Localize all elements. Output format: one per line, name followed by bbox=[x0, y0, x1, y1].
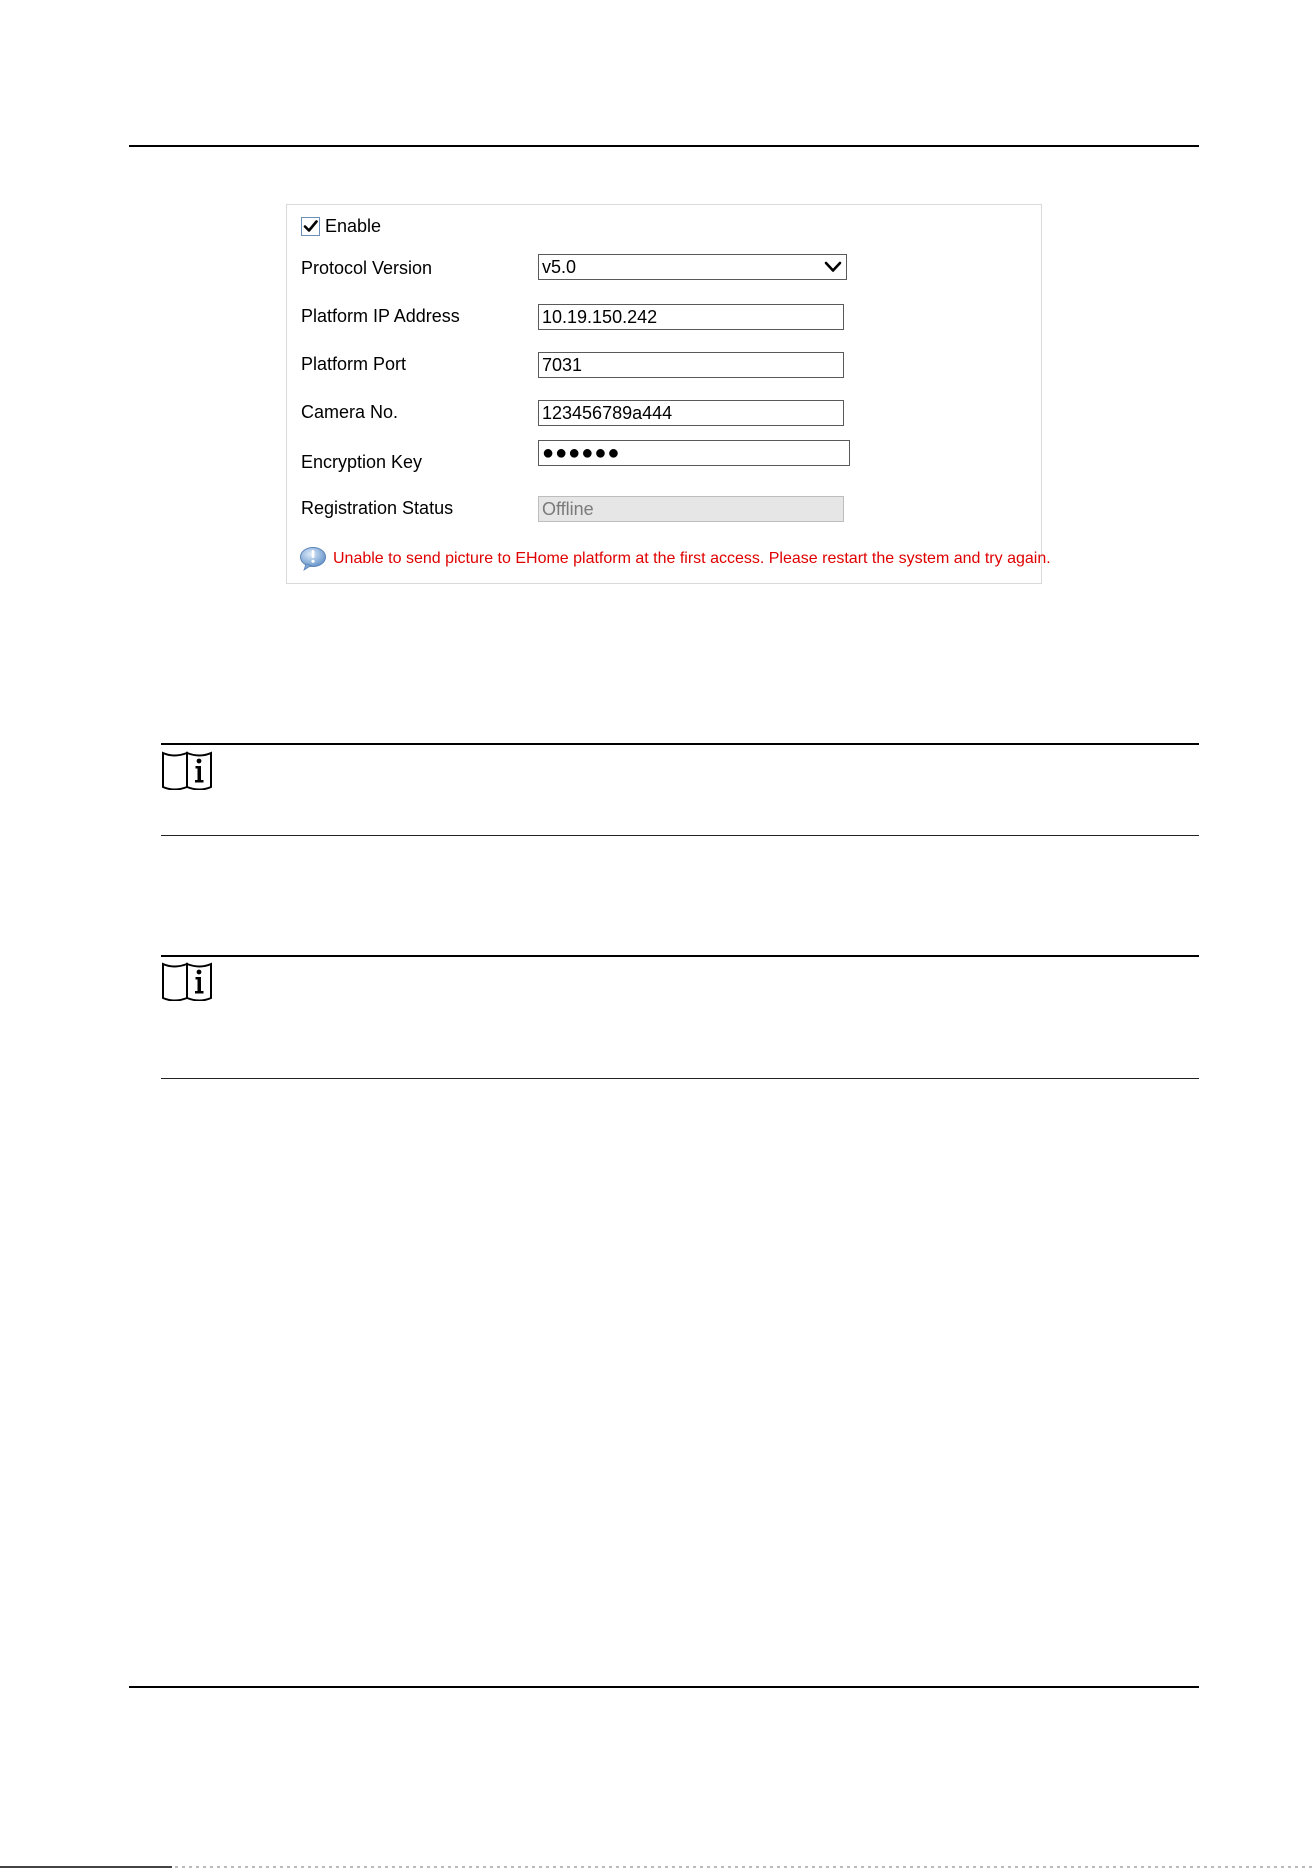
open-book-info-icon bbox=[161, 961, 213, 1001]
camera-no-input[interactable]: 123456789a444 bbox=[538, 400, 844, 426]
encryption-key-label: Encryption Key bbox=[301, 452, 423, 472]
warning-text: Unable to send picture to EHome platform at the first access. Please restart the system and try again. bbox=[333, 550, 1051, 567]
note-bottom-rule bbox=[161, 1078, 1199, 1079]
chevron-down-icon bbox=[824, 261, 842, 273]
protocol-version-value: v5.0 bbox=[542, 257, 577, 277]
note-top-rule bbox=[161, 955, 1199, 957]
enable-label: Enable bbox=[325, 215, 382, 236]
enable-row[interactable] bbox=[301, 211, 381, 241]
platform-ip-input[interactable]: 10.19.150.242 bbox=[538, 304, 844, 330]
note-bottom-rule bbox=[161, 835, 1199, 836]
platform-ip-label: Platform IP Address bbox=[301, 306, 460, 326]
platform-port-label: Platform Port bbox=[301, 354, 407, 374]
footer-strip bbox=[0, 1866, 1313, 1868]
warning-message bbox=[299, 546, 1051, 572]
registration-status-field: Offline bbox=[538, 496, 844, 522]
camera-no-label: Camera No. bbox=[301, 402, 399, 422]
ehome-settings-panel bbox=[286, 204, 1051, 584]
protocol-version-label: Protocol Version bbox=[301, 258, 433, 278]
note-top-rule bbox=[161, 743, 1199, 745]
header-rule bbox=[129, 145, 1199, 147]
checkmark-icon bbox=[303, 219, 318, 234]
encryption-key-input[interactable]: ●●●●●● bbox=[538, 440, 850, 466]
platform-port-input[interactable]: 7031 bbox=[538, 352, 844, 378]
registration-status-label: Registration Status bbox=[301, 498, 454, 518]
open-book-info-icon bbox=[161, 750, 213, 790]
protocol-version-select[interactable] bbox=[538, 254, 847, 280]
speech-bubble-info-icon bbox=[299, 546, 327, 572]
enable-checkbox[interactable] bbox=[301, 217, 320, 236]
footer-rule bbox=[129, 1686, 1199, 1688]
